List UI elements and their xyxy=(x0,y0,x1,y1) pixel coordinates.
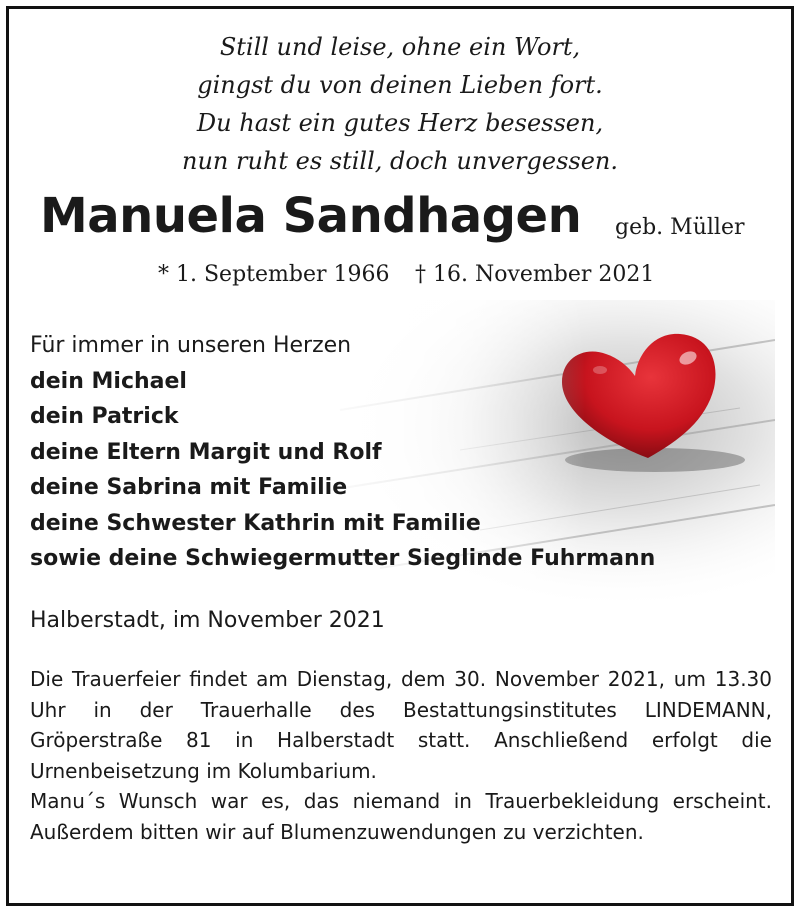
mourner: dein Patrick xyxy=(30,404,179,429)
funeral-details: Die Trauerfeier findet am Dienstag, dem 30. November 2021, um 13.30 Uhr in der Trauerhalle des Bestattungsinstitutes LINDEMANN, Gröperstraße 81 in Halberstadt statt. Anschließend erfolgt die Urnenbeisetzung im Kolumbarium. xyxy=(30,667,772,783)
poem-line: Du hast ein gutes Herz besessen, xyxy=(196,109,604,137)
death-date: † 16. November 2021 xyxy=(415,262,655,287)
poem-line: Still und leise, ohne ein Wort, xyxy=(219,33,581,61)
birth-name: geb. Müller xyxy=(615,215,745,240)
deceased-name: Manuela Sandhagen xyxy=(40,188,582,244)
mourners-list xyxy=(30,328,655,577)
place-date: Halberstadt, im November 2021 xyxy=(30,608,385,633)
funeral-notice xyxy=(30,664,772,847)
mourner: deine Schwester Kathrin mit Familie xyxy=(30,510,481,536)
birth-date: * 1. September 1966 xyxy=(158,262,390,287)
mourner: dein Michael xyxy=(30,368,187,394)
mourner: sowie deine Schwiegermutter Sieglinde Fuhrmann xyxy=(30,546,656,571)
mourner: deine Sabrina mit Familie xyxy=(30,475,348,500)
mourners-intro: Für immer in unseren Herzen xyxy=(30,333,352,358)
poem xyxy=(0,28,800,180)
poem-line: gingst du von deinen Lieben fort. xyxy=(197,71,603,99)
mourner: deine Eltern Margit und Rolf xyxy=(30,439,382,465)
family-wish: Manu´s Wunsch war es, das niemand in Trauerbekleidung erscheint. Außerdem bitten wir auf Blumenzuwendungen zu verzichten. xyxy=(30,789,772,844)
poem-line: nun ruht es still, doch unvergessen. xyxy=(181,147,619,175)
